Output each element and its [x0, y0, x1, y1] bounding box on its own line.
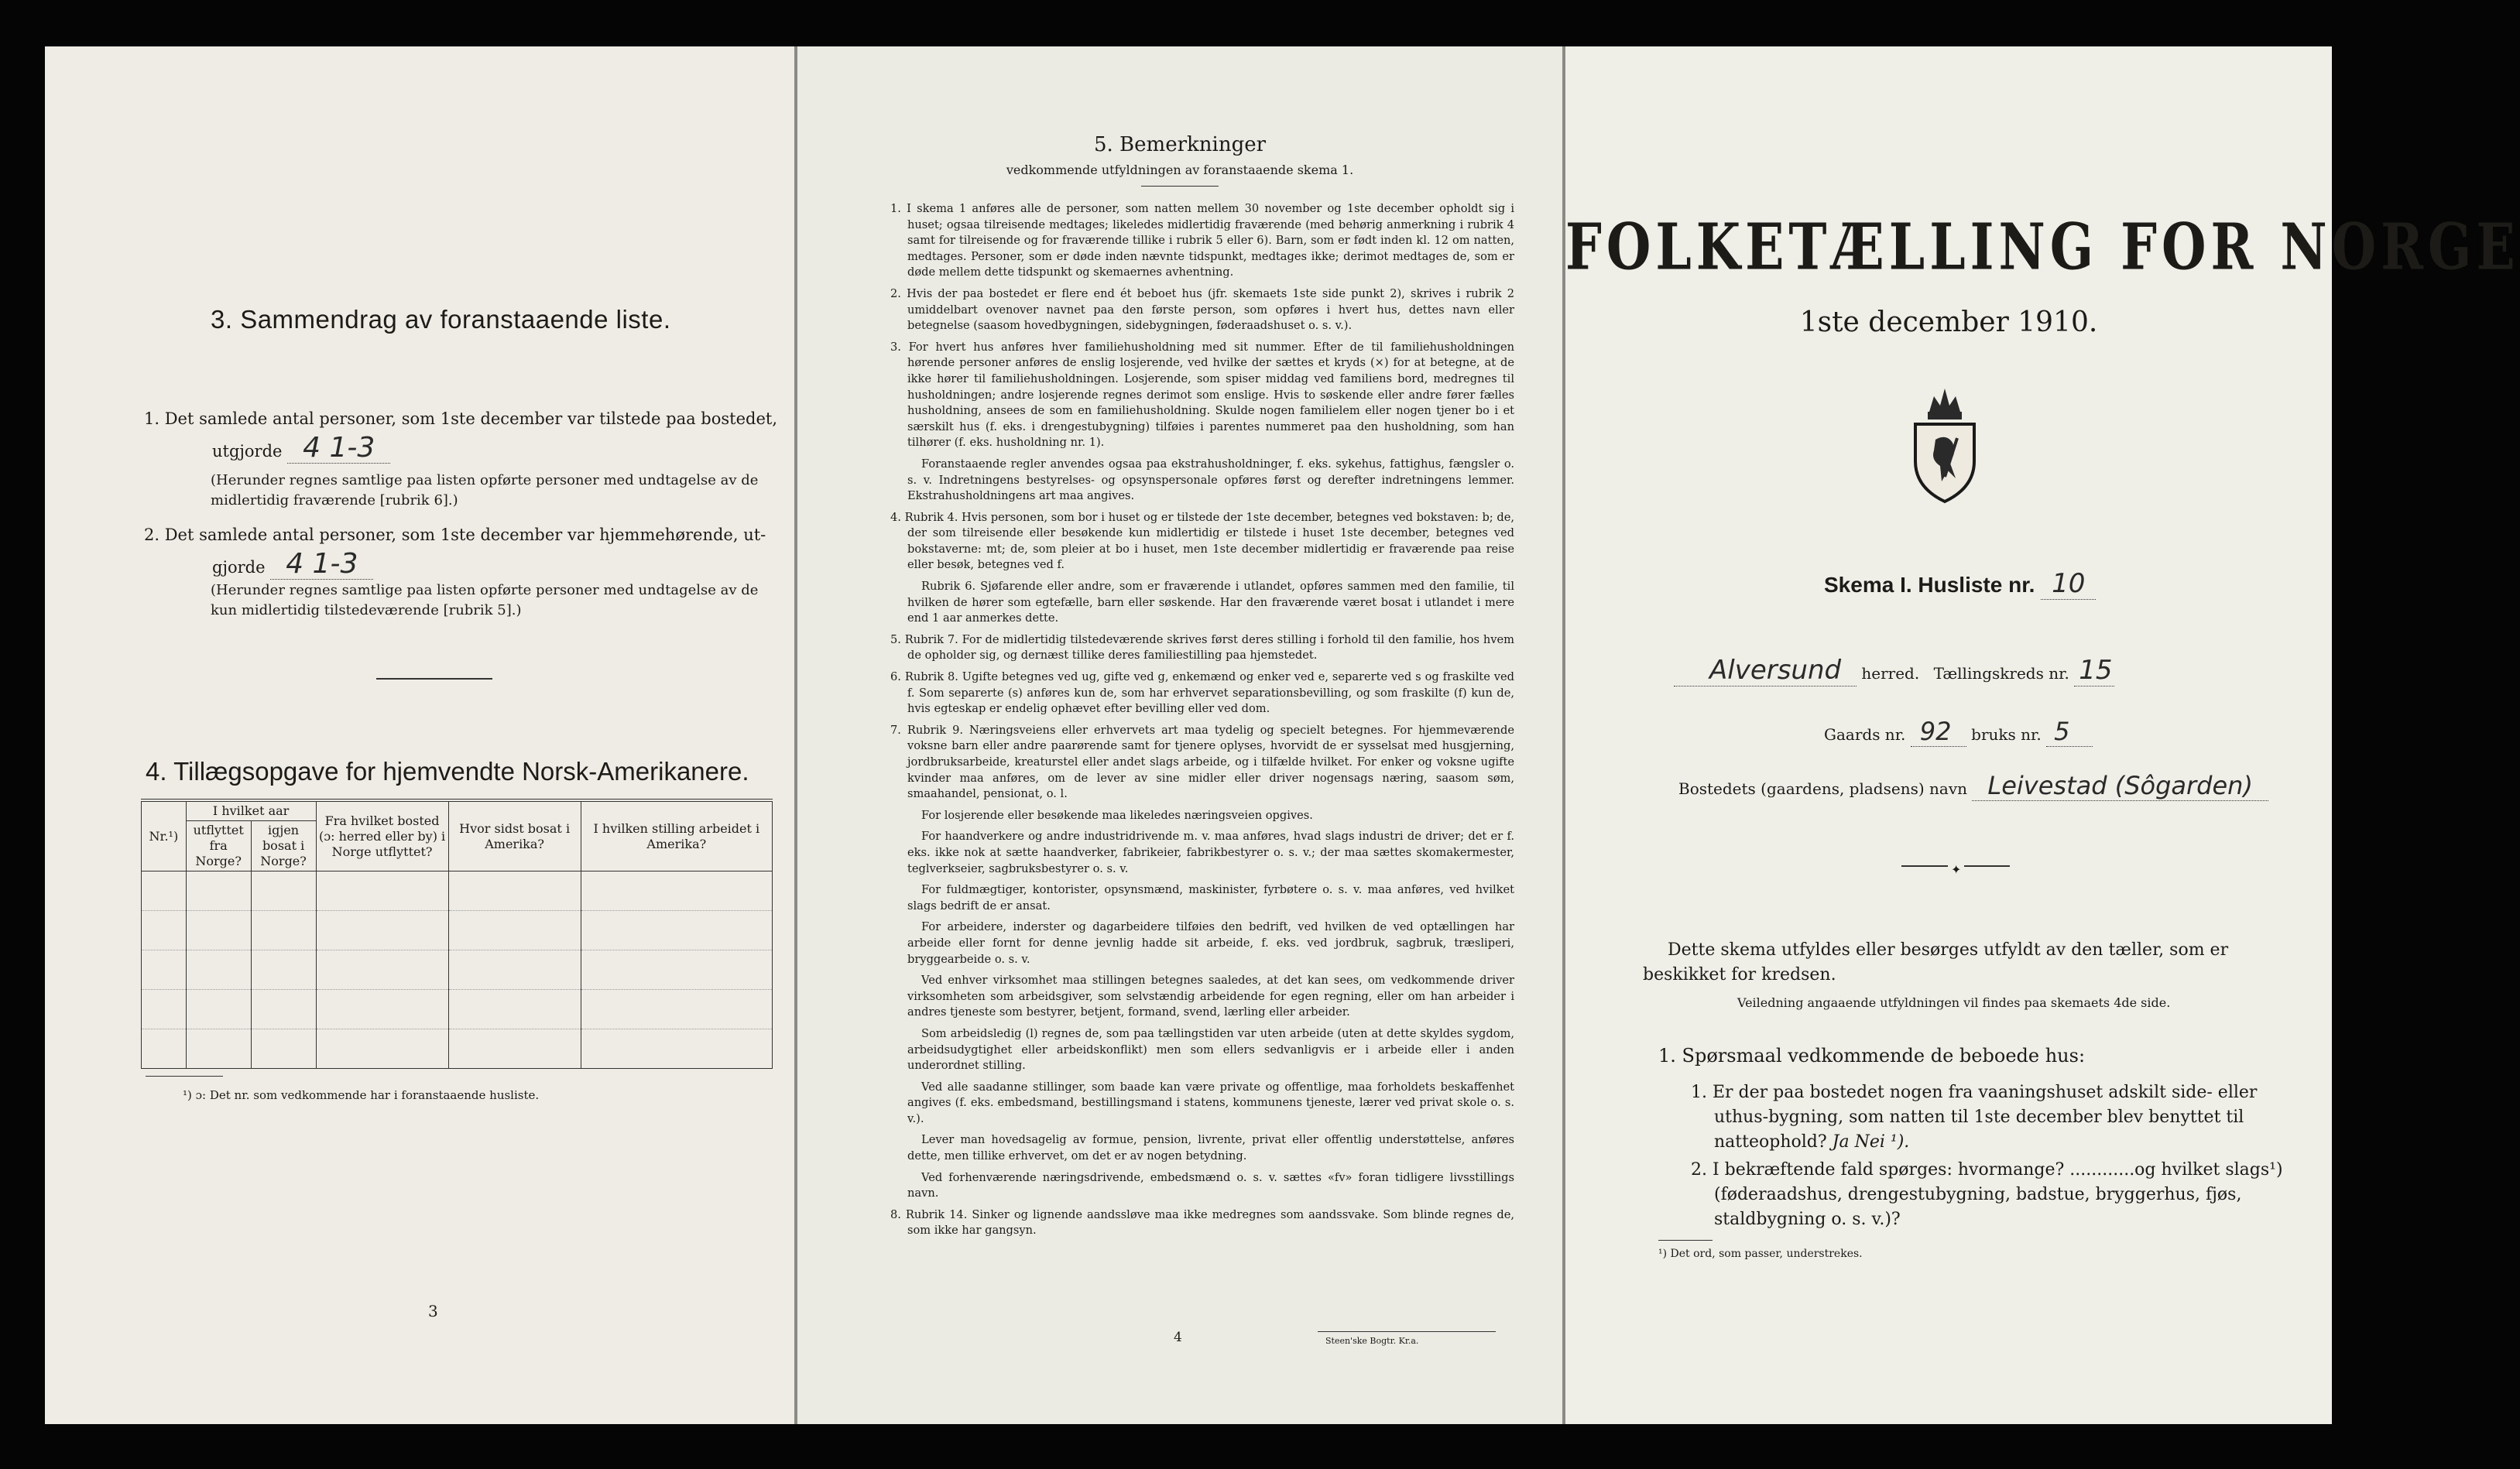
remark-paragraph: For losjerende eller besøkende maa likeledes næringsveien opgives.	[921, 808, 1313, 822]
col-position: I hvilken stilling arbeidet i Amerika?	[581, 800, 772, 871]
page-3-summary	[45, 46, 794, 1424]
cover-footnote: ¹) Det ord, som passer, understrekes.	[1658, 1248, 1863, 1260]
section-4-title: 4. Tillægsopgave for hjemvendte Norsk-Amerikanere.	[146, 757, 749, 786]
question-1-1-answer: Ja Nei ¹).	[1832, 1132, 1910, 1152]
table-row	[142, 1029, 773, 1069]
col-group-year: I hvilket aar	[186, 800, 316, 821]
page-number: 3	[428, 1302, 438, 1320]
remark-paragraph: Ved forhenværende næringsdrivende, embedsmænd o. s. v. sættes «fv» foran tidligere livsstillings navn.	[907, 1170, 1514, 1200]
question-1-2: 2. I bekræftende fald spørges: hvormange? ............og hvilket slags¹) (føderaadshus, drengestubygning, badstue, bryggerhus, fjøs, staldbygning o. s. v.)?	[1691, 1160, 2283, 1229]
remark-paragraph: 1. I skema 1 anføres alle de personer, som natten mellem 30 november og 1ste december opholdt sig i huset; ogsaa tilreisende medtages; likeledes midlertidig fraværende (med behørig anmerkning i rubrik 4 samt for tilreisende og for fraværende tillike i rubrik 5 eller 6). Barn, som er født inden kl. 12 om natten, medtages. Personer, som er døde inden nævnte tidspunkt, medtages ikke; derimot medtages de, som er døde mellem dette tidspunkt og skemaernes avhentning.	[890, 202, 1514, 279]
remark-paragraph: Foranstaaende regler anvendes ogsaa paa ekstrahusholdninger, f. eks. sykehus, fattighus, fængsler o. s. v. Indretningens bestyrelses- og opsynspersonale opføres først og derefter indretningens lemmer. Ekstrahusholdningens art maa angives.	[907, 457, 1514, 503]
remark-paragraph: Som arbeidsledig (l) regnes de, som paa tællingstiden var uten arbeide (uten at dette skyldes sygdom, arbeidsudygtighet eller arbeidskonflikt) men som ellers sedvanligvis er i arbeide eller i anden underordnet stilling.	[907, 1026, 1514, 1073]
page-1-cover	[1565, 46, 2520, 1424]
footnote-rule	[146, 1076, 223, 1077]
summary-item-1	[144, 404, 779, 466]
summary-item-2-text: 2. Det samlede antal personer, som 1ste december var hjemmehørende, ut-	[144, 526, 766, 544]
col-from-where: Fra hvilket bosted (ɔ: herred eller by) i Norge utflyttet?	[316, 800, 448, 871]
printer-rule	[1318, 1331, 1496, 1332]
remark-paragraph: Rubrik 6. Sjøfarende eller andre, som er fraværende i utlandet, opføres sammen med den familie, til hvilken de hører som egtefælle, barn eller søskende. Har den fraværende været bosat i utlandet i mere end 1 aar anmerkes dette.	[907, 580, 1514, 625]
remark-paragraph: For haandverkere og andre industridrivende m. v. maa anføres, hvad slags industri de driver; det er f. eks. ikke nok at sætte haandverker, fabrikeier, fabrikbestyrer o. s. v.; der maa sættes skomakermester, teglverkseier, sagbruksbestyrer o. s. v.	[907, 830, 1514, 875]
remark-paragraph: 6. Rubrik 8. Ugifte betegnes ved ug, gifte ved g, enkemænd og enker ved e, separerte ved s og fraskilte ved f. Som separerte (s) anføres kun de, som har erhvervet separationsbevilling, og som fraskilte (f) kun de, hvis egteskap er endelig ophævet efter bevilling eller ved dom.	[890, 670, 1514, 716]
bosted-value: Leivestad (Sôgarden)	[1972, 771, 2268, 801]
remark-paragraph: 4. Rubrik 4. Hvis personen, som bor i huset og er tilstede der 1ste december, betegnes ved bokstaven: b; de, der som tilreisende eller besøkende kun midlertidig er tilstede i huset 1ste december, betegnes ved bokstaverne: mt; de, som pleier at bo i huset, men 1ste december midlertidig er fraværende paa reise eller besøk, betegnes ved f.	[890, 510, 1514, 572]
remarks-title: 5. Bemerkninger	[1093, 133, 1267, 156]
bruks-value: 5	[2046, 717, 2093, 747]
census-date: 1ste december 1910.	[1799, 306, 2098, 338]
kreds-label: Tællingskreds nr.	[1933, 664, 2069, 683]
instruction-note: Veiledning angaaende utfyldningen vil findes paa skemaets 4de side.	[1737, 995, 2171, 1010]
bruks-label: bruks nr.	[1971, 725, 2042, 744]
remark-paragraph: Ved enhver virksomhet maa stillingen betegnes saaledes, at det kan sees, om vedkommende driver virksomheten som arbeidsgiver, som selvstændig arbeidende for egen regning, eller om han arbeider i andres tjeneste som bestyrer, betjent, formand, svend, lærling eller arbeider.	[907, 974, 1514, 1019]
gaards-value: 92	[1911, 717, 1966, 747]
col-emigrated: utflyttet fra Norge?	[186, 821, 251, 871]
gaards-line	[1824, 717, 2093, 747]
remark-paragraph: For fuldmægtiger, kontorister, opsynsmænd, maskinister, fyrbøtere o. s. v. maa anføres, ved hvilket slags bedrift de er ansat.	[907, 883, 1514, 913]
remarks-subtitle: vedkommende utfyldningen av foranstaaende skema 1.	[1006, 163, 1354, 177]
remark-paragraph: For arbeidere, inderster og dagarbeidere tilføies den bedrift, ved hvilken de ved optællingen har arbeide eller fornt for denne jevnlig hadde sit arbeide, f. eks. ved jordbruk, sagbruk, træsliperi, bryggearbeide o. s. v.	[907, 920, 1514, 966]
summary-item-1-label: utgjorde	[212, 442, 283, 461]
col-nr: Nr.¹)	[142, 800, 187, 871]
ornament-icon: ✦	[1948, 862, 1964, 877]
col-last-address: Hvor sidst bosat i Amerika?	[448, 800, 581, 871]
remark-paragraph: 3. For hvert hus anføres hver familiehusholdning med sit nummer. Efter de til familiehusholdningen hørende personer anføres de enslig losjerende, ved hvilke der sættes et kryds (×) for at betegne, at de ikke hører til familiehusholdningen. Losjerende, som spiser middag ved familiens bord, medregnes til husholdningen; andre losjerende regnes derimot som enslige. Hvis to søskende eller andre fører fælles husholdning, ansees de som en familiehusholdning. Skulde nogen familielem eller nogen tjener bo i et særskilt hus (f. eks. i drengestubygning) tilføies i parentes nummeret paa den husholdning, som han tilhører (f. eks. husholdning nr. 1).	[890, 340, 1514, 450]
table-row	[142, 990, 773, 1029]
norsk-amerikanere-table	[141, 799, 773, 1069]
question-1-1-text: 1. Er der paa bostedet nogen fra vaaningshuset adskilt side- eller uthus-bygning, som natten til 1ste december blev benyttet til natteophold?	[1691, 1083, 2258, 1152]
table-row	[142, 871, 773, 911]
skema-label-text: Skema I. Husliste nr.	[1824, 573, 2035, 597]
husliste-nr-value: 10	[2041, 568, 2096, 600]
summary-item-1-text: 1. Det samlede antal personer, som 1ste december var tilstede paa bostedet,	[144, 409, 778, 428]
section-3-title: 3. Sammendrag av foranstaaende liste.	[211, 305, 671, 334]
gaards-label: Gaards nr.	[1824, 725, 1906, 744]
summary-item-2	[144, 520, 779, 582]
summary-item-1-value: 4 1-3	[287, 433, 390, 464]
bosted-label: Bostedets (gaardens, pladsens) navn	[1678, 779, 1967, 798]
remark-paragraph: Lever man hovedsagelig av formue, pension, livrente, privat eller offentlig understøttelse, anføres dette, men tillike erhvervet, om det er av nogen betydning.	[907, 1133, 1514, 1163]
question-1-title: 1. Spørsmaal vedkommende de beboede hus:	[1658, 1045, 2086, 1067]
instruction-text: Dette skema utfyldes eller besørges utfyldt av den tæller, som er beskikket for kredsen.	[1643, 940, 2229, 984]
remark-paragraph: 2. Hvis der paa bostedet er flere end ét beboet hus (jfr. skemaets 1ste side punkt 2), skrives i rubrik 2 umiddelbart ovenover navnet paa den første person, som opføres i hvert hus, dettes navn eller betegnelse (saasom hovedbygningen, sidebygningen, føderaadshuset o. s. v.).	[890, 286, 1514, 333]
herred-label: herred.	[1861, 664, 1920, 683]
divider	[1141, 186, 1219, 187]
table-row	[142, 911, 773, 950]
table-footnote: ¹) ɔ: Det nr. som vedkommende har i foranstaaende husliste.	[183, 1088, 540, 1102]
coat-of-arms-icon	[1906, 379, 1983, 505]
divider	[376, 678, 492, 680]
summary-item-2-note: (Herunder regnes samtlige paa listen opførte personer med undtagelse av de kun midlertidig tilstedeværende [rubrik 5].)	[211, 582, 759, 618]
kreds-value: 15	[2074, 655, 2114, 687]
remarks-body	[890, 201, 1514, 1245]
summary-item-2-value: 4 1-3	[270, 550, 373, 580]
herred-line	[1674, 655, 2114, 687]
remark-paragraph: 8. Rubrik 14. Sinker og lignende aandssløve maa ikke medregnes som aandssvake. Som blinde regnes de, som ikke har gangsyn.	[890, 1207, 1514, 1238]
page-4-remarks	[797, 46, 1562, 1424]
remark-paragraph: Ved alle saadanne stillinger, som baade kan være private og offentlige, maa forholdets beskaffenhet angives (f. eks. embedsmand, bestillingsmand i statens, kommunens tjeneste, lærer ved privat skole o. s. v.).	[907, 1080, 1514, 1125]
table-row	[142, 950, 773, 990]
col-returned: igjen bosat i Norge?	[251, 821, 316, 871]
question-1-1	[1691, 1080, 2295, 1155]
remark-paragraph: 7. Rubrik 9. Næringsveiens eller erhvervets art maa tydelig og specielt betegnes. For hjemmeværende voksne barn eller andre paarørende samt for tjenere oplyses, hvorvidt de er sysselsat med husgjerning, jordbruksarbeide, kreaturstel eller andet slags arbeide, og i tilfælde hvilket. For enker og voksne ugifte kvinder maa anføres, om de lever av sine midler eller driver nogensags næring, saasom søm, smaahandel, pensionat, o. l.	[890, 723, 1514, 801]
skema-label	[1824, 568, 2096, 600]
remark-paragraph: 5. Rubrik 7. For de midlertidig tilstedeværende skrives først deres stilling i forhold til den familie, hos hvem de opholder sig, og dernæst tillike deres familiestilling paa hjemstedet.	[890, 632, 1514, 663]
printer-mark: Steen'ske Bogtr. Kr.a.	[1325, 1336, 1419, 1346]
footnote-rule	[1658, 1240, 1713, 1241]
bosted-line	[1678, 771, 2268, 801]
summary-item-2-label: gjorde	[212, 558, 266, 577]
census-title: FOLKETÆLLING FOR NORGE	[1565, 209, 2520, 285]
page-number: 4	[1174, 1330, 1182, 1345]
summary-item-1-note: (Herunder regnes samtlige paa listen opførte personer med undtagelse av de midlertidig fraværende [rubrik 6].)	[211, 472, 759, 508]
herred-value: Alversund	[1674, 655, 1857, 687]
